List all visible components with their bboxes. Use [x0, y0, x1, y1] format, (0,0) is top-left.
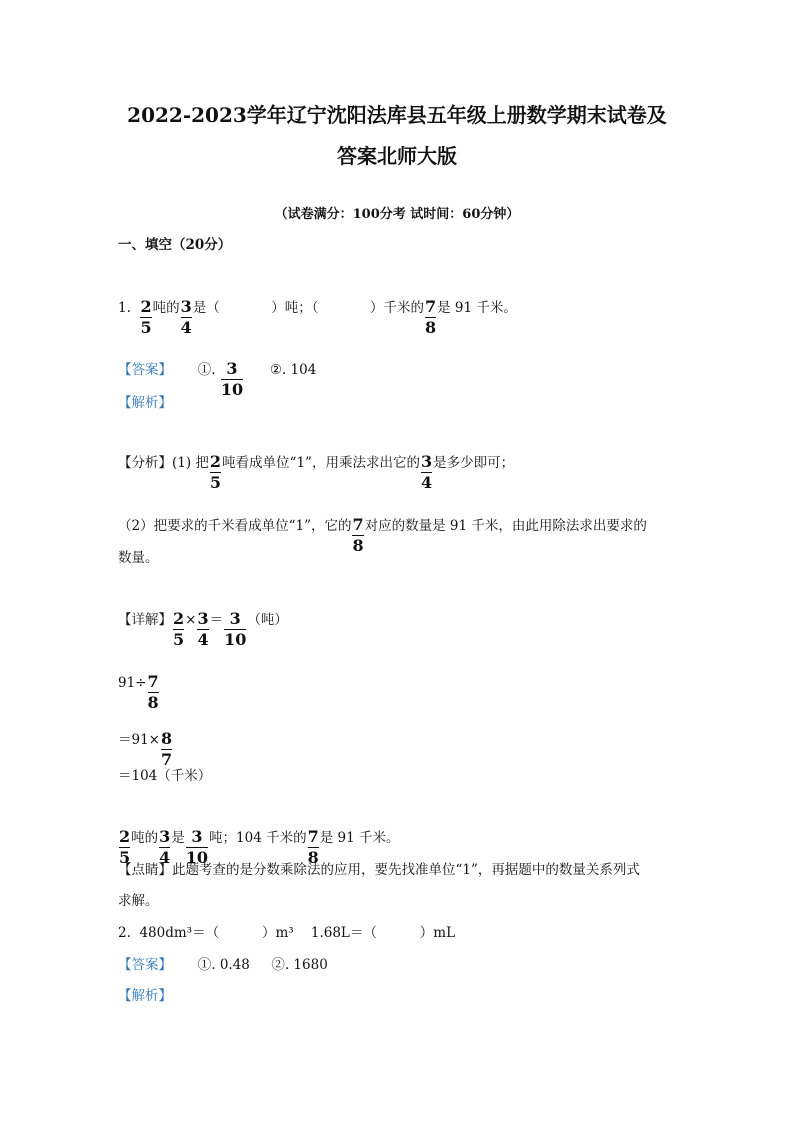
fraction: [210, 453, 221, 492]
text: 1.: [118, 300, 140, 316]
text: ＝104（千米）: [118, 768, 212, 784]
numerator: 3: [180, 297, 192, 316]
text: ①. 0.48 ②. 1680: [172, 957, 328, 973]
denominator: 10: [185, 848, 209, 867]
denominator: 4: [197, 630, 209, 649]
numerator: 7: [352, 515, 364, 534]
text: 2. 480dm³＝（ ）m³ 1.68L＝（ ）mL: [118, 925, 456, 941]
numerator: 3: [197, 609, 209, 628]
fraction: [352, 516, 363, 555]
text: 吨看成单位“1”，用乘法求出它的: [222, 455, 420, 471]
text: 数量。: [118, 550, 159, 566]
text-line: [118, 673, 160, 712]
exam-info: （试卷满分：100分考 试时间：60分钟）: [274, 207, 520, 222]
numerator: 3: [191, 827, 203, 846]
text-line: [118, 891, 159, 911]
fraction: [161, 730, 172, 769]
denominator: 4: [159, 848, 171, 867]
page-title-continued: 答案北师大版: [337, 144, 457, 168]
text: ①.: [172, 362, 220, 378]
numerator: 8: [161, 729, 173, 748]
text: 【点睛】此题考查的是分数乘除法的应用，要先找准单位“1”，再据题中的数量关系列式: [118, 862, 640, 878]
text: 是多少即可；: [433, 455, 515, 471]
numerator: 2: [209, 452, 222, 471]
fraction: [148, 673, 159, 712]
text: 对应的数量是 91 千米，由此用除法求出要求的: [364, 518, 647, 534]
text-line: [118, 298, 517, 337]
text: 是 91 千米。: [437, 300, 517, 316]
text-line: [118, 766, 211, 786]
text-line: [118, 986, 172, 1006]
text: ②. 104: [244, 362, 317, 378]
section-label: 【答案】: [118, 362, 172, 378]
page-title: 2022-2023学年辽宁沈阳法库县五年级上册数学期末试卷及: [127, 103, 667, 127]
text-line: [118, 393, 172, 413]
numerator: 2: [119, 827, 131, 846]
denominator: 8: [425, 318, 437, 337]
text-line: [118, 730, 173, 769]
denominator: 8: [147, 693, 159, 712]
fraction: [140, 298, 151, 337]
denominator: 5: [140, 318, 152, 337]
denominator: 8: [307, 848, 319, 867]
numerator: 2: [140, 297, 152, 316]
denominator: 5: [209, 473, 222, 492]
text: 是（ ）吨；（ ）千米的: [192, 300, 424, 316]
text: 求解。: [118, 893, 159, 909]
text-line: [118, 548, 159, 568]
numerator: 3: [159, 827, 171, 846]
text: 吨；104 千米的: [209, 830, 307, 846]
text: 是: [171, 830, 185, 846]
fraction: [197, 610, 208, 649]
section-label: 【答案】: [118, 957, 172, 973]
numerator: 3: [226, 359, 238, 378]
section-label: 【解析】: [118, 395, 172, 411]
numerator: 3: [229, 609, 241, 628]
denominator: 7: [161, 750, 173, 769]
text: ＝: [209, 612, 224, 628]
text: （2）把要求的千米看成单位“1”，它的: [118, 518, 352, 534]
fraction: [421, 453, 432, 492]
text: 是 91 千米。: [319, 830, 400, 846]
text-line: [118, 516, 647, 555]
numerator: 7: [425, 297, 437, 316]
numerator: 3: [420, 452, 433, 471]
text-line: [118, 955, 328, 975]
text: ＝91×: [118, 732, 160, 748]
numerator: 7: [147, 672, 159, 691]
numerator: 2: [173, 609, 185, 628]
numerator: 7: [307, 827, 319, 846]
text: 【分析】(1) 把: [118, 455, 209, 471]
fraction: [224, 610, 246, 649]
text: 【详解】: [118, 612, 172, 628]
denominator: 8: [352, 536, 364, 555]
text: （吨）: [247, 612, 288, 628]
fraction: [425, 298, 436, 337]
denominator: 4: [180, 318, 192, 337]
fraction: [221, 360, 243, 399]
text-line: [118, 860, 640, 880]
text-line: [118, 923, 455, 943]
section-label: 【解析】: [118, 988, 172, 1004]
denominator: 5: [119, 848, 131, 867]
denominator: 10: [220, 380, 244, 399]
text: 91÷: [118, 675, 147, 691]
text-line: [118, 610, 288, 649]
denominator: 10: [224, 630, 247, 649]
fraction: [181, 298, 192, 337]
text: 吨的: [131, 830, 159, 846]
denominator: 5: [173, 630, 185, 649]
text: 吨的: [152, 300, 180, 316]
section-heading: 一、填空（20分）: [118, 237, 232, 253]
denominator: 4: [420, 473, 433, 492]
fraction: [173, 610, 184, 649]
text-line: [118, 453, 514, 492]
text: ×: [185, 612, 197, 628]
